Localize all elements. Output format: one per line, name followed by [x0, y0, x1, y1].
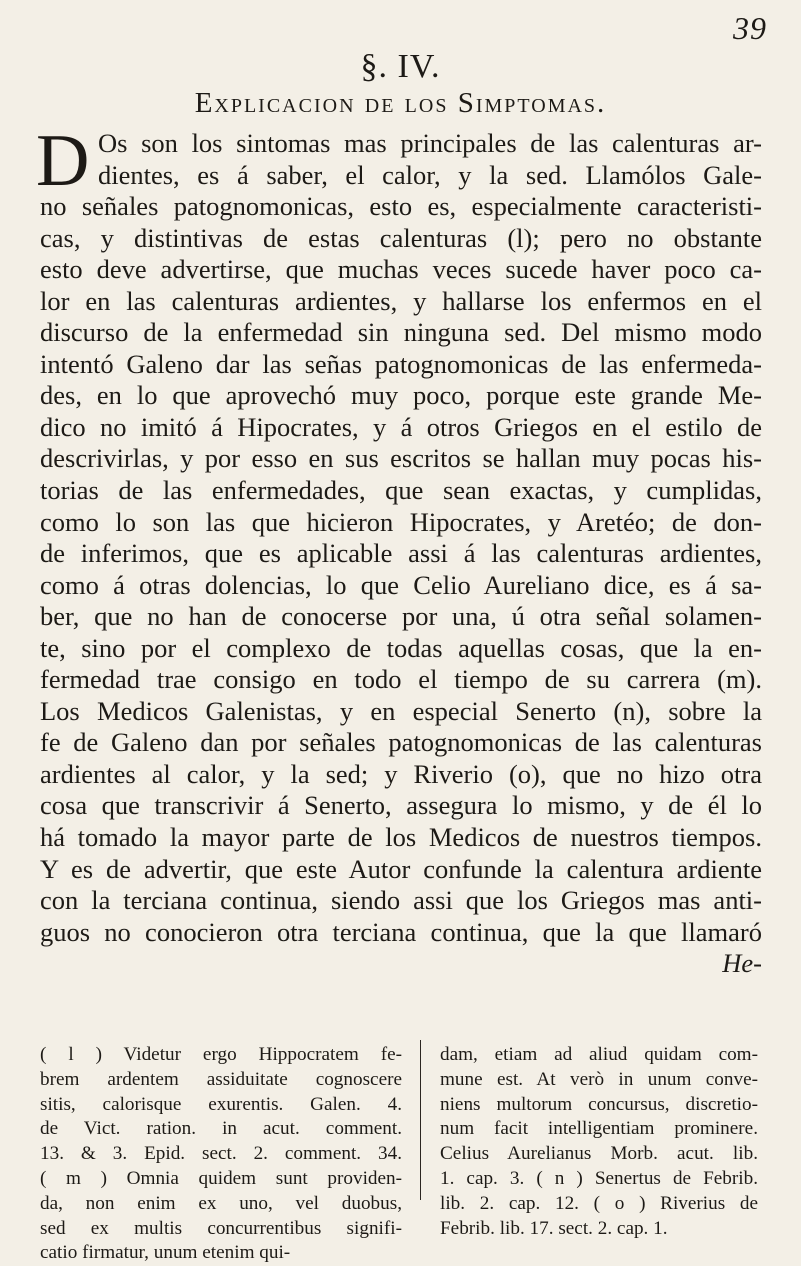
body-line: ber, que no han de conocerse por una, ú otra señal solamen-	[40, 601, 762, 632]
body-line: dico no imitó á Hipocrates, y á otros Griegos en el estilo de	[40, 411, 762, 442]
footnote-line: brem ardentem assiduitate cognoscere	[40, 1068, 402, 1090]
drop-capital: D	[36, 120, 90, 202]
body-line: intentó Galeno dar las señas patognomonicas de las enfermeda-	[40, 348, 762, 379]
footnotes-left-column	[40, 1043, 402, 1266]
body-line: torias de las enfermedades, que sean exactas, y cumplidas,	[40, 475, 762, 506]
body-line: de inferimos, que es aplicable assi á las calenturas ardientes,	[40, 538, 762, 569]
body-text	[36, 120, 762, 980]
section-number: §. IV.	[360, 48, 441, 85]
body-line: des, en lo que aprovechó muy poco, porque este grande Me-	[40, 380, 762, 411]
footnote-line: catio firmatur, unum etenim qui-	[40, 1242, 291, 1264]
body-line: no señales patognomonicas, esto es, especialmente caracteristi-	[40, 191, 762, 222]
footnote-line: ( l ) Videtur ergo Hippocratem fe-	[40, 1044, 402, 1065]
body-line: cosa que transcrivir á Senerto, assegura lo mismo, y de él lo	[40, 790, 762, 821]
footnote-line: de Vict. ration. in acut. comment.	[40, 1118, 402, 1140]
body-line: ardientes al calor, y la sed; y Riverio (o), que no hizo otra	[40, 758, 762, 789]
footnote-line: mune est. At verò in unum conve-	[440, 1068, 758, 1090]
footnote-line: niens multorum concursus, discretio-	[440, 1093, 758, 1115]
footnote-line: Febrib. lib. 17. sect. 2. cap. 1.	[440, 1217, 668, 1239]
body-line: há tomado la mayor parte de los Medicos de nuestros tiempos.	[40, 822, 762, 853]
body-line: con la terciana continua, siendo assi que los Griegos mas anti-	[40, 885, 762, 916]
page-number: 39	[733, 10, 767, 46]
body-line: lor en las calenturas ardientes, y hallarse los enfermos en el	[40, 285, 762, 316]
footnote-line: Celius Aurelianus Morb. acut. lib.	[440, 1143, 758, 1165]
body-line: fermedad trae consigo en todo el tiempo de su carrera (m).	[40, 664, 762, 695]
footnote-line: da, non enim ex uno, vel duobus,	[40, 1192, 402, 1214]
body-line: dientes, es á saber, el calor, y la sed. Llamólos Gale-	[98, 159, 762, 190]
body-line: fe de Galeno dan por señales patognomonicas de las calenturas	[40, 727, 762, 758]
footnote-line: sed ex multis concurrentibus signifi-	[40, 1217, 402, 1239]
body-line: esto deve advertirse, que muchas veces sucede haver poco ca-	[40, 254, 762, 285]
body-line: como á otras dolencias, lo que Celio Aureliano dice, es á sa-	[40, 569, 762, 600]
footnote-line: dam, etiam ad aliud quidam com-	[440, 1044, 758, 1065]
body-line: Os son los sintomas mas principales de las calenturas ar-	[98, 128, 762, 158]
body-line: discurso de la enfermedad sin ninguna sed. Del mismo modo	[40, 317, 762, 348]
footnote-line: ( m ) Omnia quidem sunt providen-	[40, 1167, 402, 1189]
body-line: guos no conocieron otra terciana continua, que la que llamaró	[40, 916, 762, 947]
body-line: te, sino por el complexo de todas aquellas cosas, que la en-	[40, 632, 762, 663]
footnote-line: num facit intelligentiam prominere.	[440, 1118, 758, 1140]
footnote-line: 1. cap. 3. ( n ) Senertus de Febrib.	[440, 1167, 758, 1189]
footnote-line: sitis, calorisque exurentis. Galen. 4.	[40, 1093, 402, 1115]
section-heading: Explicacion de los Simptomas.	[194, 87, 607, 119]
body-line: descrivirlas, y por esso en sus escritos se hallan muy pocas his-	[40, 443, 762, 474]
body-line: cas, y distintivas de estas calenturas (l); pero no obstante	[40, 222, 762, 253]
footnote-line: 13. & 3. Epid. sect. 2. comment. 34.	[40, 1143, 402, 1165]
body-line: como lo son las que hicieron Hipocrates, y Aretéo; de don-	[40, 506, 762, 537]
body-line: Y es de advertir, que este Autor confunde la calentura ardiente	[40, 853, 762, 884]
footnote-line: lib. 2. cap. 12. ( o ) Riverius de	[440, 1192, 758, 1214]
body-line: Los Medicos Galenistas, y en especial Senerto (n), sobre la	[40, 695, 762, 726]
catchword: He-	[722, 948, 762, 979]
footnote-column-divider	[420, 1040, 421, 1200]
